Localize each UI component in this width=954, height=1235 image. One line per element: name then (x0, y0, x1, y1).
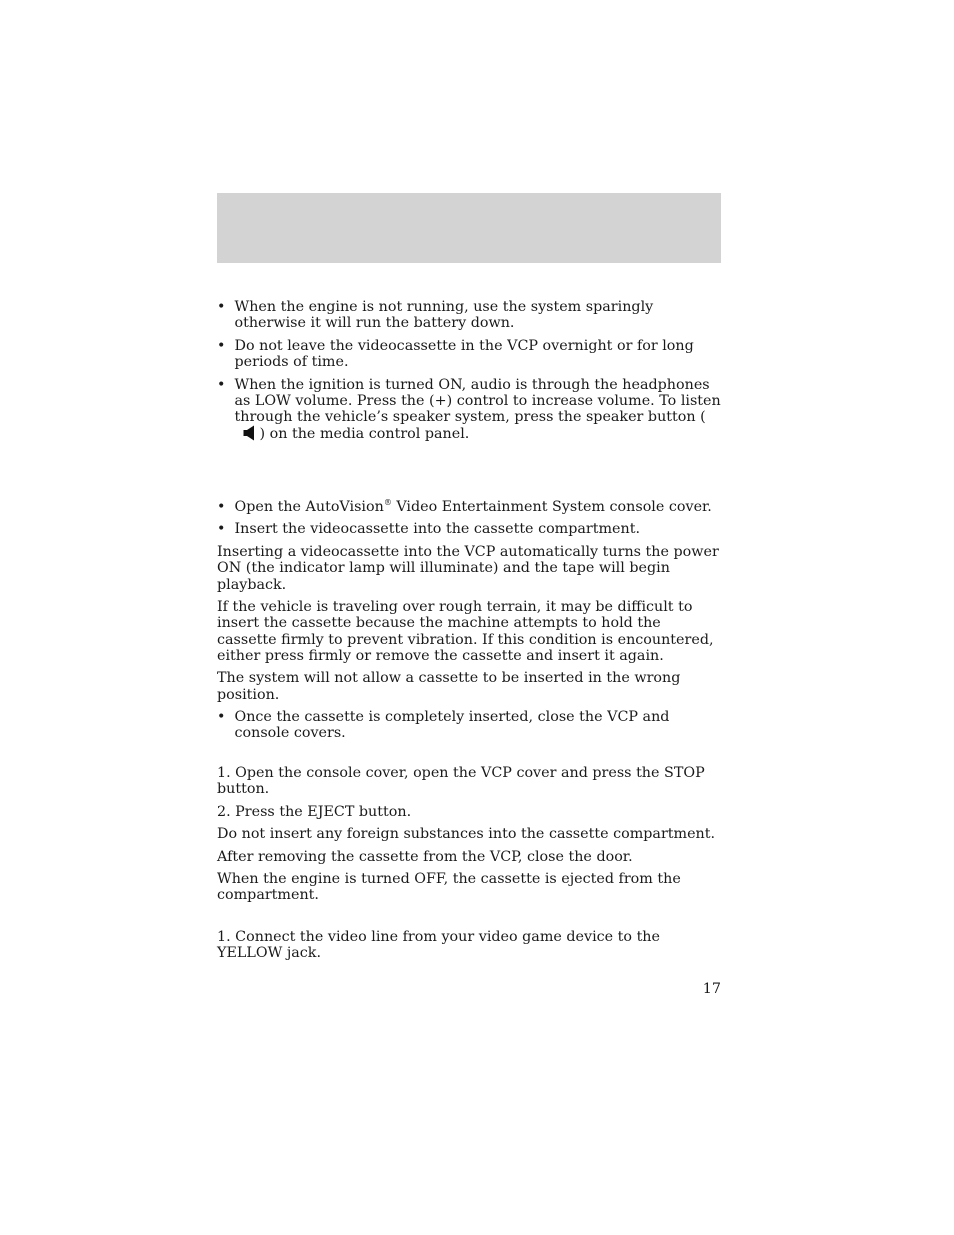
note-audio-after: ) on the media control panel. (259, 426, 470, 443)
step-close-covers: Once the cassette is completely inserted, close the VCP and console covers. (234, 709, 670, 742)
step-open-prefix: Open the AutoVision (234, 498, 384, 515)
para-power-on: Inserting a videocassette into the VCP automatically turns the power ON (the indicator lamp will illuminate) and the tape will begin playback. (217, 543, 719, 593)
list-item (217, 299, 723, 332)
section-gap (217, 910, 723, 929)
bullet-icon: • (217, 299, 226, 315)
page-content (217, 299, 723, 968)
bullet-icon: • (217, 498, 226, 515)
para-foreign-substances: Do not insert any foreign substances into the cassette compartment. (217, 826, 716, 843)
bullet-icon: • (217, 376, 226, 393)
list-item (217, 499, 723, 515)
list-item (217, 377, 723, 446)
note-battery: When the engine is not running, use the system sparingly otherwise it will run the battery down. (234, 299, 654, 332)
bullet-icon: • (217, 337, 226, 354)
eject-step-2: 2. Press the EJECT button. (217, 803, 412, 820)
para-wrong-position: The system will not allow a cassette to be inserted in the wrong position. (217, 670, 681, 703)
bullet-icon: • (217, 521, 226, 538)
insert-steps-list (217, 499, 723, 538)
step-insert: Insert the videocassette into the cassette compartment. (234, 521, 641, 538)
note-overnight: Do not leave the videocassette in the VCP overnight or for long periods of time. (234, 337, 694, 371)
section-gap (217, 748, 723, 765)
list-item (217, 338, 723, 371)
eject-step-1: 1. Open the console cover, open the VCP cover and press the STOP button. (217, 764, 705, 798)
note-audio-before: When the ignition is turned ON, audio is through the headphones as LOW volume. Press the (+) control to increase volume. To listen through the vehicle’s speaker system, press the speaker button ( (234, 376, 721, 426)
registered-mark: ® (383, 498, 392, 508)
game-step-1: 1. Connect the video line from your video game device to the YELLOW jack. (217, 928, 660, 962)
para-engine-off: When the engine is turned OFF, the cassette is ejected from the compartment. (217, 871, 681, 904)
bullet-icon: • (217, 709, 226, 726)
page-number: 17 (702, 981, 721, 997)
para-rough-terrain: If the vehicle is traveling over rough terrain, it may be difficult to insert the cassette because the machine attempts to hold the cassette firmly to prevent vibration. If this condition is encountered, either press firmly or remove the cassette and insert it again. (217, 598, 714, 664)
list-item (217, 709, 723, 742)
usage-notes-list (217, 299, 723, 446)
list-item (217, 521, 723, 537)
section-gap (217, 452, 723, 499)
step-open-suffix: Video Entertainment System console cover. (391, 498, 712, 515)
close-steps-list (217, 709, 723, 742)
speaker-icon (243, 425, 255, 445)
para-close-door: After removing the cassette from the VCP, close the door. (217, 848, 633, 865)
section-header-band (217, 193, 721, 263)
